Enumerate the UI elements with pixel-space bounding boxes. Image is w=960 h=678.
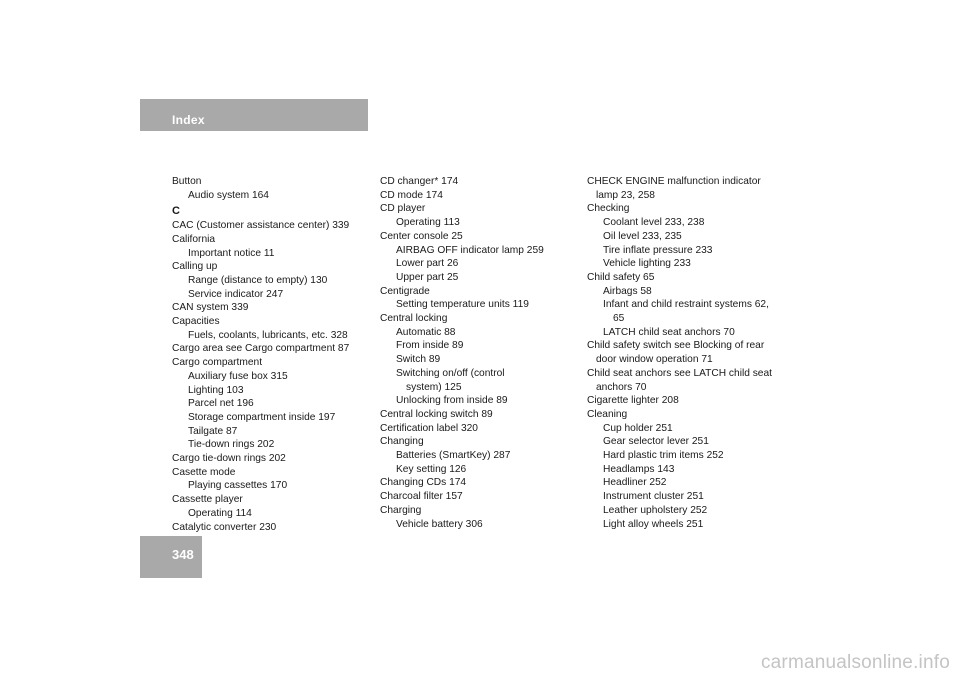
- index-subentry: Audio system 164: [188, 189, 269, 201]
- index-entry: CD mode 174: [380, 189, 443, 201]
- index-subentry: LATCH child seat anchors 70: [603, 326, 735, 338]
- index-entry: Changing: [380, 436, 424, 448]
- index-subentry: Automatic 88: [396, 326, 456, 338]
- index-entry: Center console 25: [380, 230, 463, 242]
- index-letter-heading: C: [172, 205, 180, 218]
- index-entry: Central locking: [380, 313, 448, 325]
- index-subentry: Gear selector lever 251: [603, 436, 709, 448]
- index-subentry: AIRBAG OFF indicator lamp 259: [396, 244, 544, 256]
- index-entry: Cargo compartment: [172, 357, 263, 369]
- index-subentry: Service indicator 247: [188, 288, 284, 300]
- index-subentry: Cup holder 251: [603, 422, 673, 434]
- index-entry: Cigarette lighter 208: [587, 395, 679, 407]
- index-subentry: Setting temperature units 119: [396, 299, 529, 311]
- index-entry: California: [172, 233, 216, 245]
- index-entry: CD player: [380, 203, 426, 215]
- index-entry: Child safety 65: [587, 271, 655, 283]
- index-entry: Cargo tie-down rings 202: [172, 453, 286, 465]
- index-subentry: Operating 113: [396, 217, 460, 229]
- index-entry: Centigrade: [380, 285, 430, 297]
- index-entry: Capacities: [172, 316, 220, 328]
- index-entry: Catalytic converter 230: [172, 521, 277, 533]
- index-subentry: Oil level 233, 235: [603, 230, 682, 242]
- index-subentry-continuation: 65: [613, 313, 625, 325]
- index-entry: Child seat anchors see LATCH child seat: [587, 367, 772, 379]
- index-entry: Cargo area see Cargo compartment 87: [172, 343, 350, 355]
- index-subentry: Range (distance to empty) 130: [188, 274, 328, 286]
- index-subentry: Vehicle battery 306: [396, 518, 483, 530]
- index-entry: Certification label 320: [380, 422, 478, 434]
- index-subentry: Auxiliary fuse box 315: [188, 370, 288, 382]
- index-subentry: Playing cassettes 170: [188, 480, 288, 492]
- section-title: Index: [172, 113, 205, 127]
- index-entry: CD changer* 174: [380, 176, 459, 187]
- index-subentry: From inside 89: [396, 340, 464, 352]
- index-subentry: Infant and child restraint systems 62,: [603, 299, 769, 311]
- index-column-2: [380, 175, 544, 531]
- index-subentry: Vehicle lighting 233: [603, 258, 691, 270]
- index-subentry: Operating 114: [188, 507, 252, 519]
- watermark-text: carmanualsonline.info: [760, 652, 950, 673]
- index-column-1: [172, 175, 349, 534]
- index-entry-continuation: lamp 23, 258: [596, 189, 655, 201]
- index-subentry: Light alloy wheels 251: [603, 518, 704, 530]
- index-subentry: Switch 89: [396, 354, 441, 366]
- index-entry: Charcoal filter 157: [380, 491, 463, 503]
- index-subentry: Fuels, coolants, lubricants, etc. 328: [188, 329, 348, 341]
- index-subentry: Unlocking from inside 89: [396, 395, 508, 407]
- index-subentry: Headliner 252: [603, 477, 667, 489]
- index-column-3: [587, 175, 772, 531]
- index-entry: CHECK ENGINE malfunction indicator: [587, 176, 761, 187]
- index-subentry: Lighting 103: [188, 384, 244, 396]
- index-subentry: Coolant level 233, 238: [603, 217, 705, 229]
- header-band: [140, 99, 368, 131]
- index-entry: Casette mode: [172, 466, 236, 478]
- index-subentry: Hard plastic trim items 252: [603, 450, 724, 462]
- index-entry: Calling up: [172, 261, 218, 273]
- index-entry: Charging: [380, 504, 422, 516]
- index-subentry: Batteries (SmartKey) 287: [396, 450, 511, 462]
- index-entry: Child safety switch see Blocking of rear: [587, 340, 765, 352]
- index-subentry: Lower part 26: [396, 258, 459, 270]
- index-subentry: Upper part 25: [396, 271, 459, 283]
- index-entry: Button: [172, 176, 202, 187]
- page-number: 348: [172, 547, 194, 562]
- index-subentry: Headlamps 143: [603, 463, 675, 475]
- index-subentry: Important notice 11: [188, 247, 275, 259]
- index-subentry: Tire inflate pressure 233: [603, 244, 713, 256]
- index-subentry: Leather upholstery 252: [603, 504, 708, 516]
- index-subentry: Instrument cluster 251: [603, 491, 704, 503]
- index-subentry: Parcel net 196: [188, 398, 254, 410]
- index-entry: Central locking switch 89: [380, 408, 493, 420]
- page-number-band: [140, 536, 202, 578]
- index-subentry: Switching on/off (control: [396, 367, 505, 379]
- index-entry-continuation: door window operation 71: [596, 354, 713, 366]
- index-entry: Cleaning: [587, 408, 628, 420]
- index-entry: Checking: [587, 203, 630, 215]
- index-subentry: Tailgate 87: [188, 425, 238, 437]
- index-subentry-continuation: system) 125: [406, 381, 462, 393]
- index-subentry: Tie-down rings 202: [188, 439, 275, 451]
- index-subentry: Storage compartment inside 197: [188, 411, 336, 423]
- index-subentry: Key setting 126: [396, 463, 467, 475]
- index-entry: Changing CDs 174: [380, 477, 467, 489]
- index-entry: CAC (Customer assistance center) 339: [172, 220, 350, 232]
- index-entry-continuation: anchors 70: [596, 381, 647, 393]
- index-subentry: Airbags 58: [603, 285, 652, 297]
- index-entry: CAN system 339: [172, 302, 249, 314]
- index-entry: Cassette player: [172, 494, 243, 506]
